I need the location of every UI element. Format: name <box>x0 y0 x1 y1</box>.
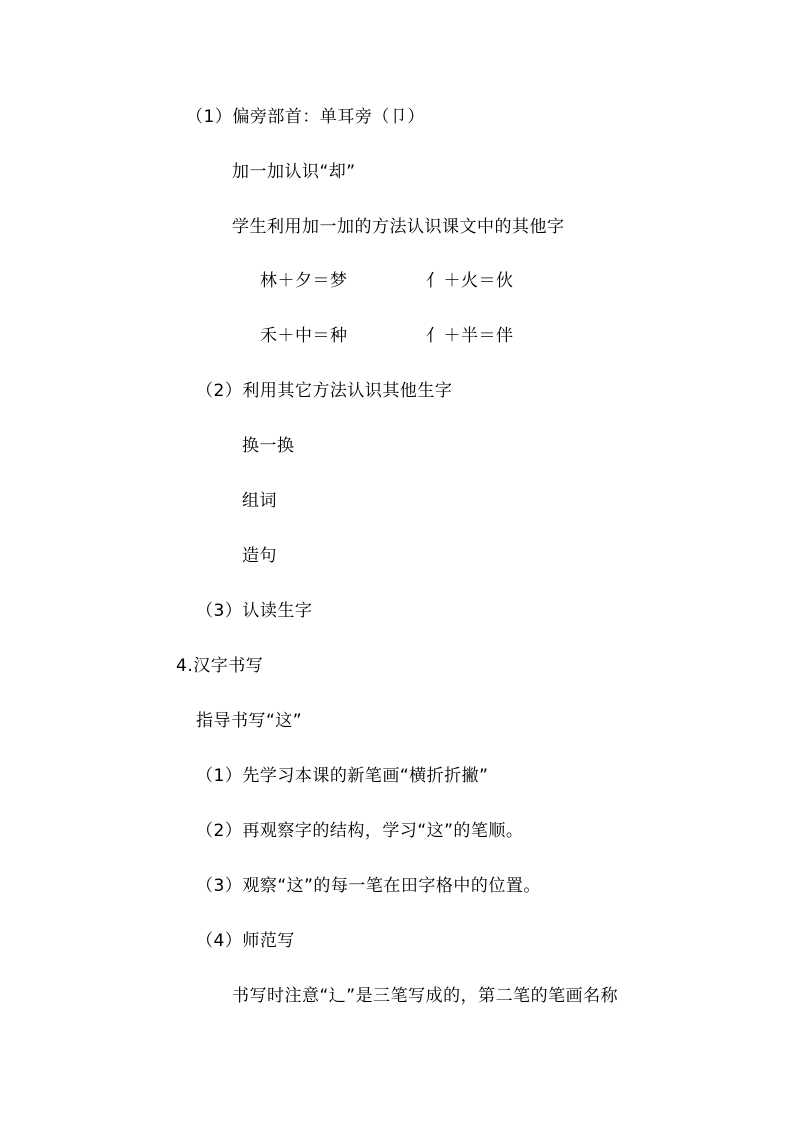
section-radical: （1）偏旁部首：单耳旁（卩） <box>186 107 425 127</box>
method-word: 组词 <box>242 491 277 511</box>
step-demo: （4）师范写 <box>196 931 295 951</box>
section-read-characters: （3）认读生字 <box>196 601 313 621</box>
guide-writing-zhe: 指导书写“这” <box>196 711 303 731</box>
equation-meng: 林＋夕＝梦 <box>260 271 348 291</box>
add-recognize-que: 加一加认识“却” <box>232 162 356 182</box>
heading-writing: 4.汉字书写 <box>176 656 264 676</box>
step-new-stroke: （1）先学习本课的新笔画“横折折撇” <box>196 766 489 786</box>
step-structure: （2）再观察字的结构，学习“这”的笔顺。 <box>196 821 524 841</box>
section-other-methods: （2）利用其它方法认识其他生字 <box>196 381 453 401</box>
equation-huo: 亻＋火＝伙 <box>426 271 514 291</box>
method-sentence: 造句 <box>242 546 277 566</box>
writing-note: 书写时注意“辶”是三笔写成的，第二笔的笔画名称 <box>232 986 619 1006</box>
student-method-line: 学生利用加一加的方法认识课文中的其他字 <box>232 217 565 237</box>
equation-zhong: 禾＋中＝种 <box>260 326 348 346</box>
equation-ban: 亻＋半＝伴 <box>426 326 514 346</box>
method-swap: 换一换 <box>242 436 295 456</box>
step-position: （3）观察“这”的每一笔在田字格中的位置。 <box>196 876 541 896</box>
